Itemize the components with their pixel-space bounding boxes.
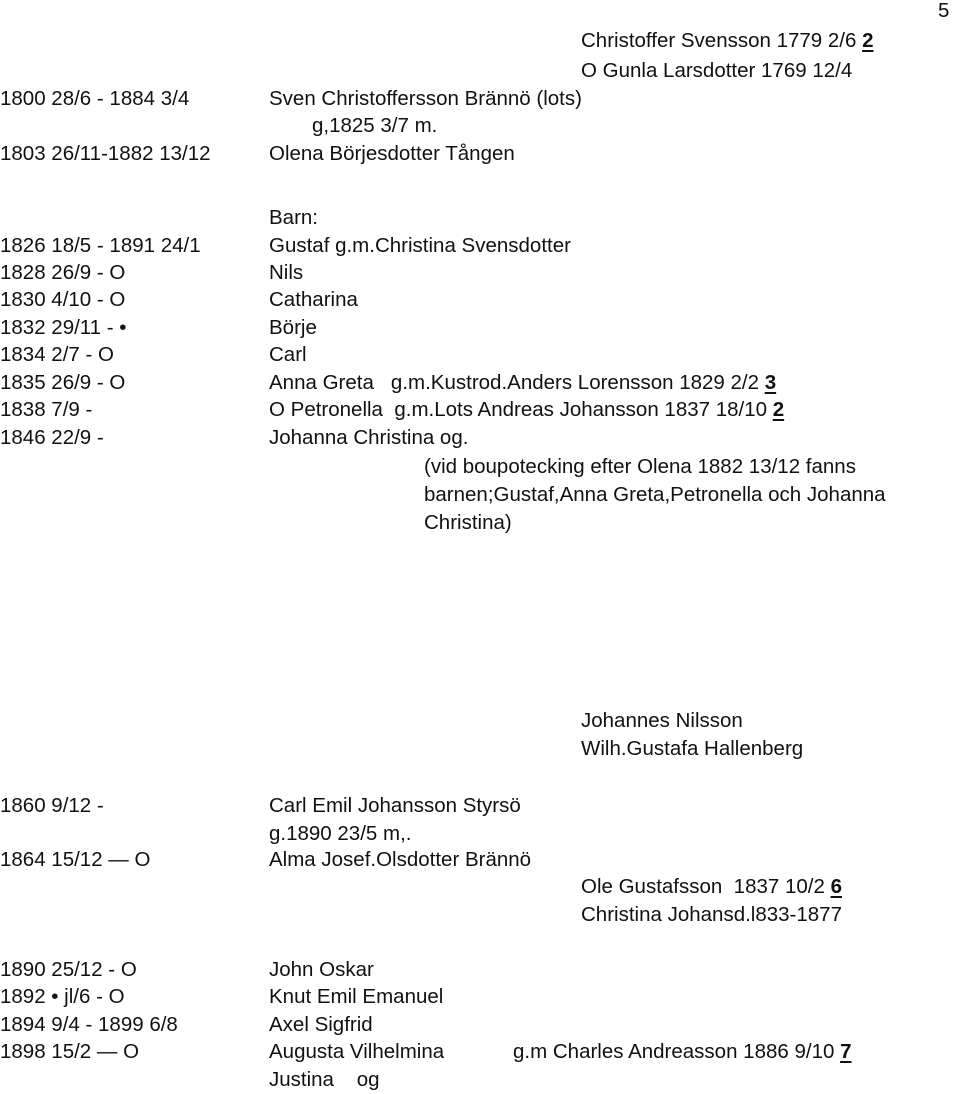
child-row: 1838 7/9 - [0, 398, 93, 421]
child-row: 1834 2/7 - O [0, 343, 114, 366]
second-marriage-date: g.1890 23/5 m,. [269, 822, 412, 845]
second-wife-dates: 1864 15/12 — O [0, 848, 151, 871]
child-name: Catharina [269, 288, 358, 311]
grandchild-row: 1898 15/2 — O [0, 1040, 140, 1063]
grandchild-name-continued: Justina og [269, 1068, 380, 1091]
child-row: 1830 4/10 - O [0, 288, 126, 311]
second-wife-father-name: Ole Gustafsson 1837 10/2 [581, 875, 825, 898]
grandchild-name: Axel Sigfrid [269, 1013, 373, 1036]
grandchild-spouse-text: g.m Charles Andreasson 1886 9/10 [513, 1040, 835, 1063]
note-line: barnen;Gustaf,Anna Greta,Petronella och Johanna [424, 483, 886, 506]
child-spouse-text: Anna Greta g.m.Kustrod.Anders Lorensson 1829 2/2 [269, 371, 760, 394]
grandchild-row: 1892 • jl/6 - O [0, 985, 125, 1008]
child-row: 1846 22/9 - [0, 426, 104, 449]
ancestor-mother: O Gunla Larsdotter 1769 12/4 [581, 59, 853, 82]
grandchild-name: John Oskar [269, 958, 374, 981]
grandchild-row: 1890 25/12 - O [0, 958, 137, 981]
child-row: 1832 29/11 - • [0, 316, 127, 339]
grandchild-name: Augusta Vilhelmina [269, 1040, 445, 1063]
grandchild-name: Knut Emil Emanuel [269, 985, 444, 1008]
child-name: Gustaf g.m.Christina Svensdotter [269, 234, 571, 257]
child-row: 1826 18/5 - 1891 24/1 [0, 234, 201, 257]
second-wife-father [581, 877, 842, 898]
grandchild-marriage [513, 1042, 851, 1063]
child-spouse-text: O Petronella g.m.Lots Andreas Johansson 1837 18/10 [269, 398, 768, 421]
child-row: 1835 26/9 - O [0, 371, 126, 394]
wife-name: Olena Börjesdotter Tången [269, 142, 515, 165]
marriage-date: g,1825 3/7 m. [312, 114, 438, 137]
ancestor-father-name: Christoffer Svensson 1779 2/6 [581, 29, 857, 52]
wife-dates: 1803 26/11-1882 13/12 [0, 142, 211, 165]
children-heading: Barn: [269, 206, 318, 229]
grandchild-row: 1894 9/4 - 1899 6/8 [0, 1013, 178, 1036]
grandchild-ref: 7 [840, 1040, 852, 1063]
ancestor-father [581, 31, 874, 52]
child-name: Johanna Christina og. [269, 426, 469, 449]
second-wife-mother: Christina Johansd.l833-1877 [581, 903, 842, 926]
second-wife-name: Alma Josef.Olsdotter Brännö [269, 848, 532, 871]
child-row: 1828 26/9 - O [0, 261, 126, 284]
note-line: Christina) [424, 511, 512, 534]
wife-parent-father: Johannes Nilsson [581, 709, 743, 732]
second-husband-dates: 1860 9/12 - [0, 794, 104, 817]
child-name: Carl [269, 343, 307, 366]
child-name [269, 373, 776, 394]
second-wife-father-ref: 6 [830, 875, 842, 898]
note-line: (vid boupotecking efter Olena 1882 13/12 fanns [424, 455, 856, 478]
second-husband-name: Carl Emil Johansson Styrsö [269, 794, 521, 817]
wife-parent-mother: Wilh.Gustafa Hallenberg [581, 737, 804, 760]
page-number: 5 [938, 0, 950, 22]
child-name [269, 400, 784, 421]
child-ref: 3 [764, 371, 777, 394]
husband-dates: 1800 28/6 - 1884 3/4 [0, 87, 190, 110]
child-name: Börje [269, 316, 317, 339]
child-ref: 2 [772, 398, 785, 421]
ancestor-father-ref: 2 [862, 29, 874, 52]
child-name: Nils [269, 261, 304, 284]
husband-name: Sven Christoffersson Brännö (lots) [269, 87, 582, 110]
